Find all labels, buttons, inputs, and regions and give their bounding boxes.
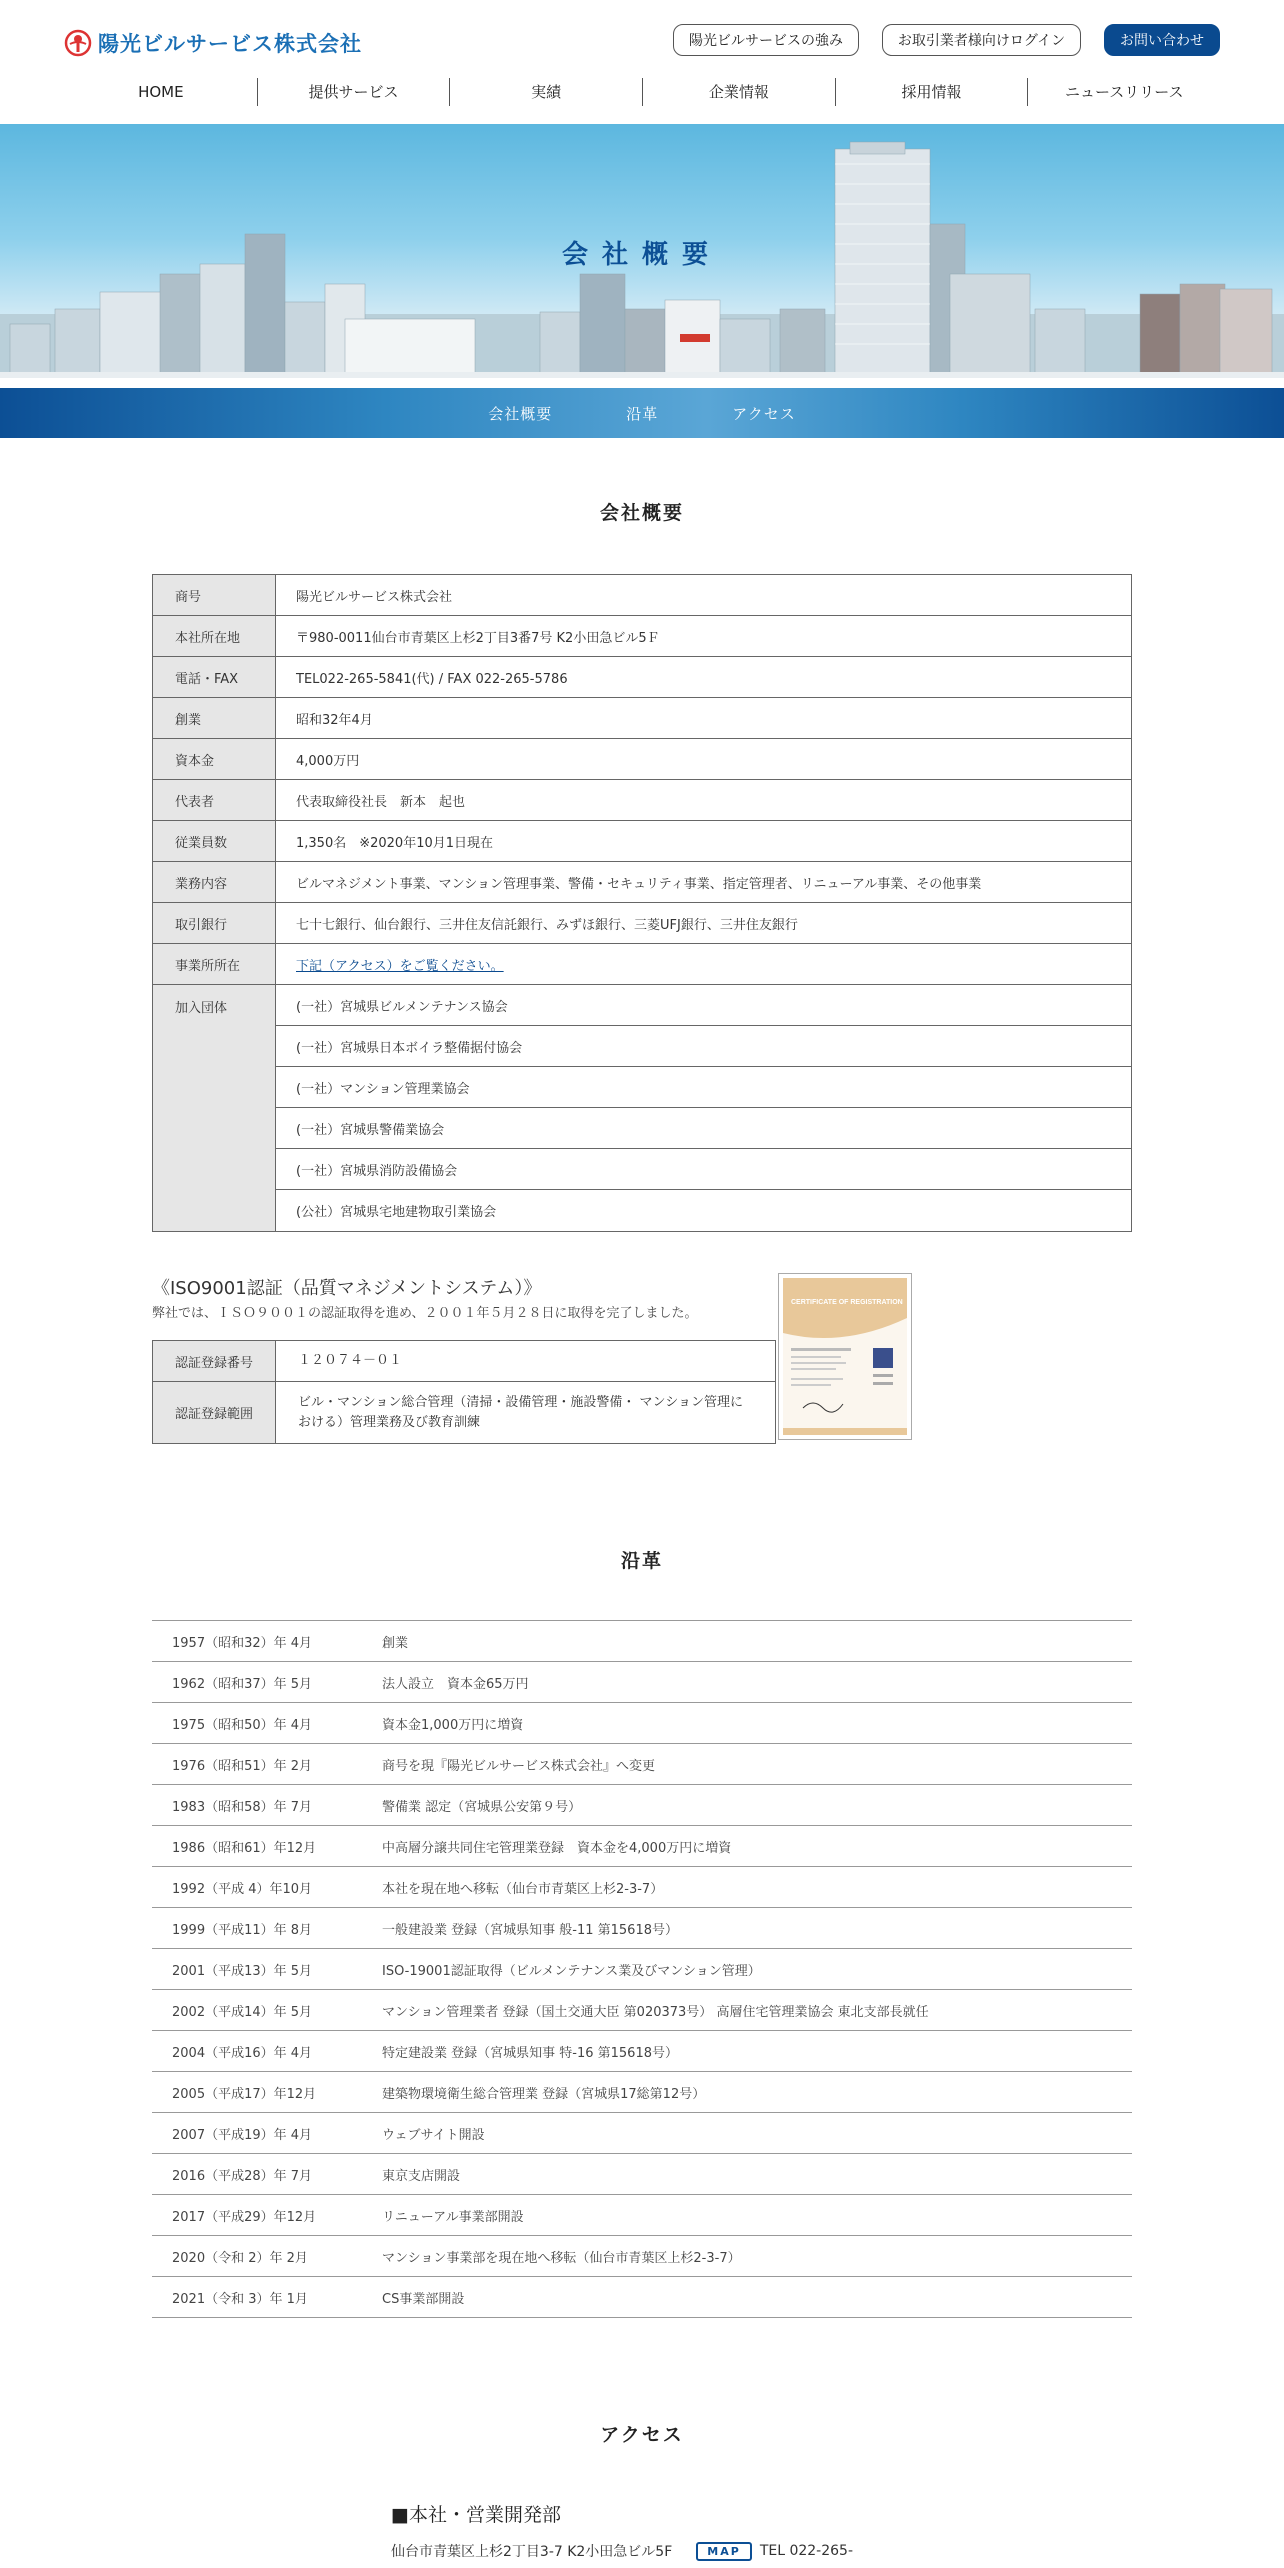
history-event: ウェブサイト開設 bbox=[382, 2127, 485, 2143]
history-year: 2002（平成14）年 5月 bbox=[172, 2004, 313, 2020]
certificate-graphic bbox=[783, 1278, 907, 1435]
history-year: 1975（昭和50）年 4月 bbox=[172, 1717, 313, 1733]
list-item: (公社）宮城県宅地建物取引業協会 bbox=[296, 1205, 497, 1220]
history-year: 2021（令和 3）年 1月 bbox=[172, 2291, 308, 2307]
row-label: 従業員数 bbox=[153, 821, 276, 861]
strengths-button[interactable]: 陽光ビルサービスの強み bbox=[673, 24, 859, 56]
history-event: CS事業部開設 bbox=[382, 2291, 465, 2307]
office-tel: TEL 022-265- bbox=[759, 2543, 854, 2559]
row-label: 商号 bbox=[153, 575, 276, 615]
row-value: 昭和32年4月 bbox=[296, 712, 373, 728]
history-year: 2001（平成13）年 5月 bbox=[172, 1963, 313, 1979]
table-row bbox=[153, 698, 1131, 739]
table-row bbox=[153, 657, 1131, 698]
history-heading: 沿革 bbox=[620, 1550, 663, 1572]
site-header bbox=[0, 0, 1284, 124]
table-row bbox=[152, 2277, 1132, 2318]
history-event: リニューアル事業部開設 bbox=[382, 2209, 524, 2225]
history-year: 2020（令和 2）年 2月 bbox=[172, 2250, 308, 2266]
table-row bbox=[152, 2154, 1132, 2195]
logo-text: 陽光ビルサービス株式会社 bbox=[98, 32, 362, 56]
row-label: 業務内容 bbox=[153, 862, 276, 902]
subnav-item-overview[interactable]: 会社概要 bbox=[488, 404, 553, 423]
table-row bbox=[152, 1785, 1132, 1826]
hero-banner bbox=[0, 124, 1284, 378]
history-event: 建築物環境衛生総合管理業 登録（宮城県17総第12号） bbox=[382, 2086, 706, 2102]
table-row bbox=[152, 2113, 1132, 2154]
table-row bbox=[153, 1341, 775, 1382]
table-row bbox=[152, 2236, 1132, 2277]
iso-table bbox=[152, 1340, 776, 1444]
member-list bbox=[276, 985, 1131, 1231]
history-table bbox=[152, 1620, 1132, 2318]
table-row bbox=[152, 1662, 1132, 1703]
nav-item-services[interactable]: 提供サービス bbox=[258, 78, 451, 106]
row-label: 認証登録範囲 bbox=[153, 1382, 276, 1443]
page-title: 会社概要 bbox=[561, 240, 722, 270]
certificate-document bbox=[783, 1278, 907, 1435]
table-row bbox=[152, 1744, 1132, 1785]
nav-item-news[interactable]: ニュースリリース bbox=[1064, 83, 1184, 101]
row-label: 加入団体 bbox=[153, 985, 276, 1231]
history-year: 2005（平成17）年12月 bbox=[172, 2086, 317, 2102]
list-item: (一社）宮城県警備業協会 bbox=[276, 1108, 1131, 1149]
access-heading: アクセス bbox=[600, 2424, 684, 2446]
table-row bbox=[152, 1867, 1132, 1908]
history-year: 2004（平成16）年 4月 bbox=[172, 2045, 313, 2061]
row-label: 本社所在地 bbox=[153, 616, 276, 656]
table-row bbox=[153, 575, 1131, 616]
row-label: 資本金 bbox=[153, 739, 276, 779]
history-year: 1976（昭和51）年 2月 bbox=[172, 1758, 313, 1774]
row-value bbox=[276, 944, 1131, 984]
row-value: 七十七銀行、仙台銀行、三井住友信託銀行、みずほ銀行、三菱UFJ銀行、三井住友銀行 bbox=[296, 917, 798, 933]
table-row bbox=[153, 1382, 775, 1443]
logo[interactable] bbox=[64, 28, 362, 58]
row-value: TEL022-265-5841(代) / FAX 022-265-5786 bbox=[296, 671, 568, 687]
table-row bbox=[152, 1703, 1132, 1744]
row-label: 電話・FAX bbox=[153, 657, 276, 697]
list-item: (一社）宮城県日本ボイラ整備据付協会 bbox=[276, 1026, 1131, 1067]
row-label: 取引銀行 bbox=[153, 903, 276, 943]
history-year: 1957（昭和32）年 4月 bbox=[172, 1635, 313, 1651]
iso-certificate-image[interactable] bbox=[778, 1273, 912, 1440]
table-row bbox=[152, 1949, 1132, 1990]
sub-nav bbox=[0, 388, 1284, 438]
row-value: 1,350名 ※2020年10月1日現在 bbox=[296, 835, 494, 851]
history-event: 中高層分譲共同住宅管理業登録 資本金を4,000万円に増資 bbox=[382, 1840, 732, 1856]
history-event: 本社を現在地へ移転（仙台市青葉区上杉2-3-7） bbox=[382, 1881, 664, 1897]
row-label: 事業所所在 bbox=[153, 944, 276, 984]
list-item: (一社）宮城県ビルメンテナンス協会 bbox=[276, 985, 1131, 1026]
history-event: マンション管理業者 登録（国土交通大臣 第020373号） 高層住宅管理業協会 東北支部長就任 bbox=[382, 2004, 929, 2020]
table-row bbox=[152, 2072, 1132, 2113]
nav-item-recruit[interactable]: 採用情報 bbox=[836, 78, 1029, 106]
table-row bbox=[153, 739, 1131, 780]
row-value: ビルマネジメント事業、マンション管理事業、警備・セキュリティ事業、指定管理者、リニューアル事業、その他事業 bbox=[296, 876, 982, 892]
nav-item-home[interactable]: HOME bbox=[65, 78, 258, 106]
history-year: 1992（平成 4）年10月 bbox=[172, 1881, 313, 1897]
list-item: (一社）マンション管理業協会 bbox=[276, 1067, 1131, 1108]
global-nav bbox=[65, 78, 1220, 106]
history-event: 一般建設業 登録（宮城県知事 般-11 第15618号） bbox=[382, 1922, 678, 1938]
contact-button[interactable]: お問い合わせ bbox=[1104, 24, 1220, 56]
table-row bbox=[152, 1990, 1132, 2031]
table-row bbox=[153, 862, 1131, 903]
table-row bbox=[152, 2031, 1132, 2072]
table-row bbox=[153, 780, 1131, 821]
history-year: 1986（昭和61）年12月 bbox=[172, 1840, 317, 1856]
table-row bbox=[152, 1908, 1132, 1949]
partner-login-button[interactable]: お取引業者様向けログイン bbox=[882, 24, 1081, 56]
history-year: 2017（平成29）年12月 bbox=[172, 2209, 317, 2225]
subnav-item-history[interactable]: 沿革 bbox=[626, 404, 659, 423]
history-event: マンション事業部を現在地へ移転（仙台市青葉区上杉2-3-7） bbox=[382, 2250, 741, 2266]
map-button[interactable]: MAP bbox=[696, 2542, 752, 2561]
history-year: 1962（昭和37）年 5月 bbox=[172, 1676, 313, 1692]
row-value: １２０７４－０１ bbox=[298, 1353, 403, 1369]
table-row bbox=[153, 903, 1131, 944]
history-event: 資本金1,000万円に増資 bbox=[382, 1717, 524, 1733]
row-value: 陽光ビルサービス株式会社 bbox=[296, 589, 453, 605]
overview-table bbox=[152, 574, 1132, 1232]
history-year: 1983（昭和58）年 7月 bbox=[172, 1799, 313, 1815]
history-event: 東京支店開設 bbox=[382, 2168, 461, 2184]
table-row bbox=[152, 2195, 1132, 2236]
history-year: 2016（平成28）年 7月 bbox=[172, 2168, 313, 2184]
row-value: 〒980-0011仙台市青葉区上杉2丁目3番7号 K2小田急ビル5Ｆ bbox=[296, 630, 660, 646]
logo-mark-icon bbox=[64, 29, 92, 57]
office-address-line bbox=[391, 2541, 853, 2561]
table-row bbox=[152, 1621, 1132, 1662]
iso-description: 弊社では、ＩＳＯ９００１の認証取得を進め、２００１年５月２８日に取得を完了しました。 bbox=[152, 1306, 698, 1321]
table-row-members bbox=[153, 985, 1131, 1231]
table-row bbox=[152, 1826, 1132, 1867]
certificate-heading: CERTIFICATE OF REGISTRATION bbox=[791, 1299, 903, 1306]
access-link[interactable]: 下記（アクセス）をご覧ください。 bbox=[296, 958, 504, 974]
nav-item-company[interactable]: 企業情報 bbox=[643, 78, 836, 106]
table-row bbox=[153, 616, 1131, 657]
history-event: 警備業 認定（宮城県公安第９号） bbox=[382, 1799, 582, 1815]
history-event: 法人設立 資本金65万円 bbox=[382, 1676, 529, 1692]
list-item: (一社）宮城県消防設備協会 bbox=[276, 1149, 1131, 1190]
row-label: 認証登録番号 bbox=[153, 1341, 276, 1381]
office-name: ■本社・営業開発部 bbox=[391, 2504, 561, 2526]
history-event: 創業 bbox=[382, 1635, 409, 1651]
row-value: 代表取締役社長 新本 起也 bbox=[296, 794, 466, 810]
iso-heading: 《ISO9001認証（品質マネジメントシステム）》 bbox=[152, 1278, 542, 1299]
table-row bbox=[153, 944, 1131, 985]
row-label: 代表者 bbox=[153, 780, 276, 820]
history-year: 1999（平成11）年 8月 bbox=[172, 1922, 313, 1938]
history-event: 特定建設業 登録（宮城県知事 特-16 第15618号） bbox=[382, 2045, 678, 2061]
subnav-item-access[interactable]: アクセス bbox=[732, 404, 796, 423]
history-event: ISO-19001認証取得（ビルメンテナンス業及びマンション管理） bbox=[382, 1963, 761, 1979]
overview-heading: 会社概要 bbox=[599, 502, 684, 524]
row-label: 創業 bbox=[153, 698, 276, 738]
nav-item-results[interactable]: 実績 bbox=[450, 78, 643, 106]
table-row bbox=[153, 821, 1131, 862]
history-event: 商号を現『陽光ビルサービス株式会社』へ変更 bbox=[382, 1758, 656, 1774]
office-address: 仙台市青葉区上杉2丁目3-7 K2小田急ビル5F bbox=[391, 2544, 673, 2560]
row-value: ビル・マンション総合管理（清掃・設備管理・施設警備・ マンション管理における）管理業務及び教育訓練 bbox=[298, 1395, 743, 1430]
history-year: 2007（平成19）年 4月 bbox=[172, 2127, 313, 2143]
row-value: 4,000万円 bbox=[296, 753, 360, 769]
